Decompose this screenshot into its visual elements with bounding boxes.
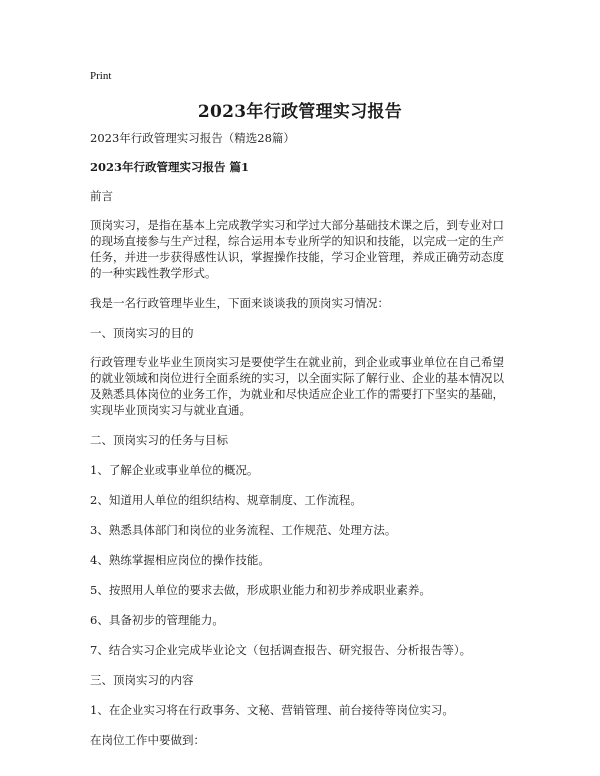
- heading-purpose: 一、顶岗实习的目的: [90, 326, 194, 340]
- paragraph-definition: 顶岗实习，是指在基本上完成教学实习和学过大部分基础技术课之后，到专业对口的现场直接参与生产过程，综合运用本专业所学的知识和技能，以完成一定的生产任务，并进一步获得感性认识，掌握操作技能，学习企业管理，养成正确劳动态度的一种实践性教学形式。: [90, 218, 504, 280]
- print-link[interactable]: Print: [90, 70, 112, 82]
- paragraph-preface: 前言: [90, 189, 113, 203]
- heading-tasks: 二、顶岗实习的任务与目标: [90, 433, 228, 447]
- paragraph-requirements: 在岗位工作中要做到：: [90, 733, 205, 747]
- list-item: 5、按照用人单位的要求去做，形成职业能力和初步养成职业素养。: [90, 583, 431, 597]
- list-item: 7、结合实习企业完成毕业论文（包括调查报告、研究报告、分析报告等）。: [90, 643, 472, 657]
- document-subtitle: 2023年行政管理实习报告（精选28篇）: [90, 131, 295, 145]
- paragraph-intro: 我是一名行政管理毕业生，下面来谈谈我的顶岗实习情况：: [90, 296, 389, 310]
- heading-content: 三、顶岗实习的内容: [90, 673, 194, 687]
- paragraph-purpose: 行政管理专业毕业生顶岗实习是要使学生在就业前，到企业或事业单位在自己希望的就业领域和岗位进行全面系统的实习，以全面实际了解行业、企业的基本情况以及熟悉具体岗位的业务工作，为就业和尽快适应企业工作的需要打下坚实的基础，实现毕业顶岗实习与就业直通。: [90, 355, 504, 417]
- list-item: 4、熟练掌握相应岗位的操作技能。: [90, 553, 270, 567]
- list-item: 2、知道用人单位的组织结构、规章制度、工作流程。: [90, 493, 362, 507]
- list-item: 3、熟悉具体部门和岗位的业务流程、工作规范、处理方法。: [90, 523, 397, 537]
- list-item: 6、具备初步的管理能力。: [90, 613, 224, 627]
- section-heading: 2023年行政管理实习报告 篇1: [90, 160, 250, 174]
- document-title: 2023年行政管理实习报告: [197, 102, 403, 122]
- document-body: [90, 130, 515, 762]
- list-item: 1、了解企业或事业单位的概况。: [90, 463, 259, 477]
- list-item: 1、在企业实习将在行政事务、文秘、营销管理、前台接待等岗位实习。: [90, 703, 454, 717]
